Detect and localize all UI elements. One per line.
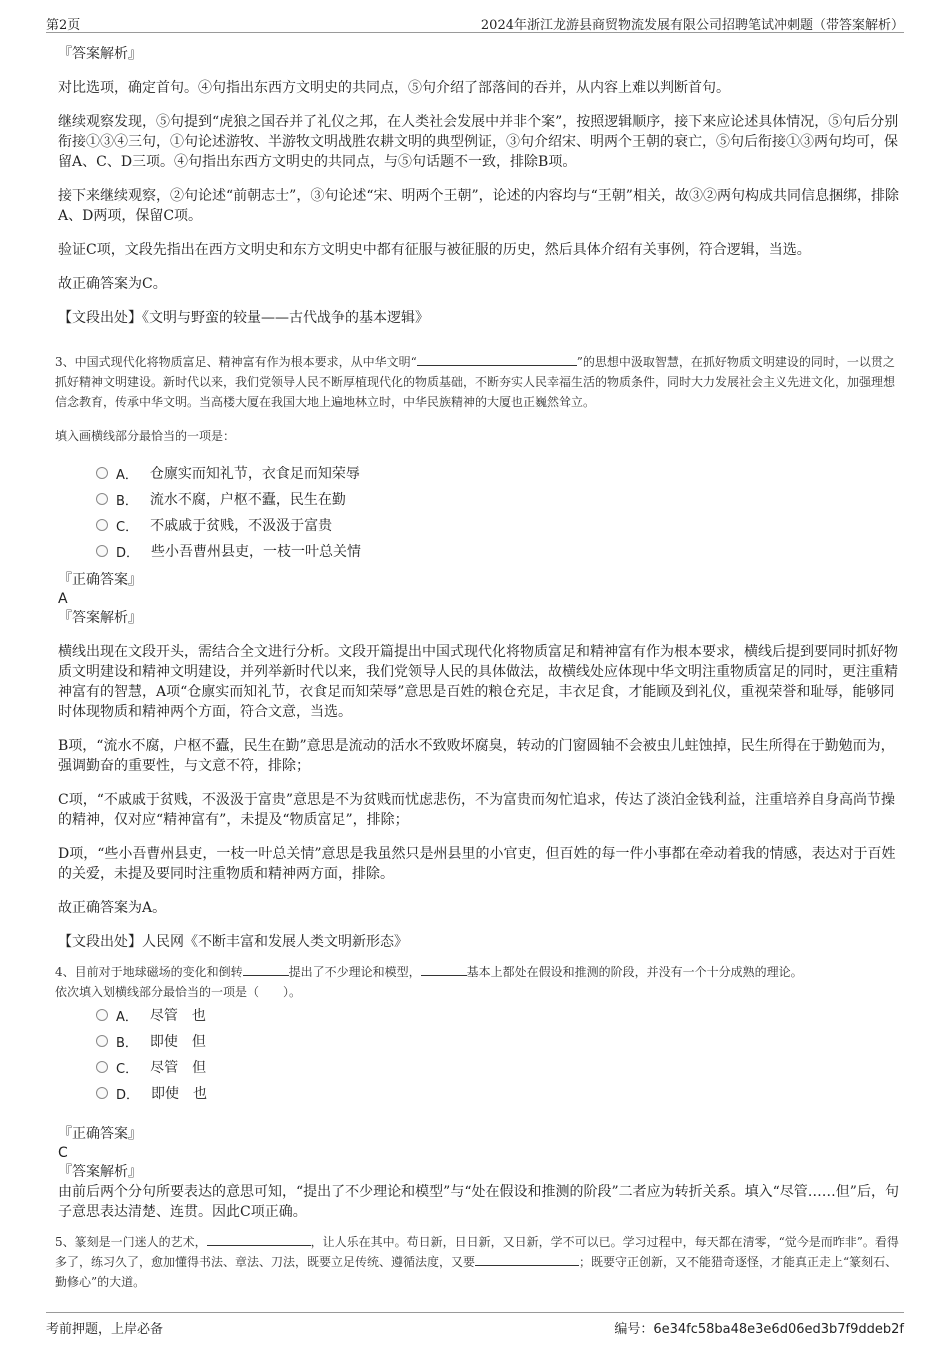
radio-icon[interactable]	[96, 1087, 108, 1099]
passage-source: 【文段出处】人民网《不断丰富和发展人类文明新形态》	[58, 934, 408, 950]
footer-slogan: 考前押题，上岸必备	[46, 1322, 164, 1337]
option-c[interactable]: C． 不戚戚于贫贱，不汲汲于富贵	[96, 512, 904, 538]
fill-blank	[417, 353, 577, 366]
document-id: 编号：6e34fc58ba48e3e6d06ed3b7f9ddeb2f	[614, 1322, 904, 1337]
fill-blank	[475, 1253, 579, 1266]
question-3-prompt: 填入画横线部分最恰当的一项是：	[55, 429, 236, 443]
radio-icon[interactable]	[96, 1009, 108, 1021]
question-4-stem: 4、目前对于地球磁场的变化和倒转 提出了不少理论和模型， 基本上都处在假设和推测的阶段，并没有一个十分成熟的理论。	[55, 965, 803, 979]
analysis-conclusion: 故正确答案为A。	[58, 900, 167, 916]
answer-analysis-label: 『答案解析』	[58, 46, 142, 62]
radio-icon[interactable]	[96, 1061, 108, 1073]
question-3-stem: 3、中国式现代化将物质富足、精神富有作为根本要求，从中华文明“ ”的思想中汲取智慧，在抓好物质文明建设的同时，一以贯之抓好精神文明建设。新时代以来，我们党领导人民不断厚植现代化的物质基础，不断夯实人民幸福生活的物质条件，同时大力发展社会主义先进文化，加强理想信念教育，传承中华文明。当高楼大厦在我国大地上遍地林立时，中华民族精神的大厦也正巍然耸立。	[55, 355, 896, 409]
fill-blank	[207, 1233, 311, 1246]
answer-analysis-label: 『答案解析』	[58, 1164, 142, 1180]
radio-icon[interactable]	[96, 467, 108, 479]
document-title: 2024年浙江龙游县商贸物流发展有限公司招聘笔试冲刺题（带答案解析）	[480, 18, 904, 33]
question-4-prompt: 依次填入划横线部分最恰当的一项是（ ）。	[55, 985, 302, 999]
radio-icon[interactable]	[96, 519, 108, 531]
analysis-paragraph: 接下来继续观察，②句论述“前朝志士”，③句论述“宋、明两个王朝”，论述的内容均与“王朝”相关，故③②两句构成共同信息捆绑，排除A、D两项，保留C项。	[58, 188, 899, 224]
correct-answer-value: A	[58, 591, 68, 607]
question-4-options	[96, 1002, 904, 1106]
correct-answer-value: C	[58, 1145, 68, 1161]
radio-icon[interactable]	[96, 545, 108, 557]
passage-source: 【文段出处】《文明与野蛮的较量——古代战争的基本逻辑》	[58, 310, 429, 326]
option-a[interactable]: A． 仓廪实而知礼节，衣食足而知荣辱	[96, 460, 904, 486]
answer-analysis-label: 『答案解析』	[58, 610, 142, 626]
fill-blank	[243, 963, 289, 976]
radio-icon[interactable]	[96, 1035, 108, 1047]
correct-answer-label: 『正确答案』	[58, 1126, 142, 1142]
radio-icon[interactable]	[96, 493, 108, 505]
analysis-paragraph: 对比选项，确定首句。④句指出东西方文明史的共同点，⑤句介绍了部落间的吞并，从内容上难以判断首句。	[58, 80, 730, 96]
analysis-paragraph: C项，“不戚戚于贫贱，不汲汲于富贵”意思是不为贫贱而忧虑悲伤，不为富贵而匆忙追求，传达了淡泊金钱利益，注重培养自身高尚节操的精神，仅对应“精神富有”，未提及“物质富足”，排除；	[58, 792, 896, 828]
option-a[interactable]: A． 尽管 也	[96, 1002, 904, 1028]
analysis-conclusion: 故正确答案为C。	[58, 276, 167, 292]
analysis-paragraph: D项，“些小吾曹州县吏，一枝一叶总关情”意思是我虽然只是州县里的小官吏，但百姓的每一件小事都在牵动着我的情感，表达对于百姓的关爱，未提及要同时注重物质和精神两方面，排除。	[58, 846, 896, 882]
analysis-paragraph: 由前后两个分句所要表达的意思可知，“提出了不少理论和模型”与“处在假设和推测的阶段”二者应为转折关系。填入“尽管……但”后，句子意思表达清楚、连贯。因此C项正确。	[58, 1184, 899, 1220]
analysis-paragraph: 横线出现在文段开头，需结合全文进行分析。文段开篇提出中国式现代化将物质富足和精神富有作为根本要求，横线后提到要同时抓好物质文明建设和精神文明建设，并列举新时代以来，我们党领导人民的具体做法，故横线处应体现中华文明注重物质富足的同时，更注重精神富有的智慧，A项“仓廪实而知礼节，衣食足而知荣辱”意思是百姓的粮仓充足，丰衣足食，才能顾及到礼仪，重视荣誉和耻辱，能够同时体现物质和精神两个方面，符合文意，当选。	[58, 644, 898, 720]
page-footer	[46, 1312, 904, 1339]
analysis-paragraph: 继续观察发现，⑤句提到“虎狼之国吞并了礼仪之邦，在人类社会发展中并非个案”，按照逻辑顺序，接下来应论述具体情况，⑤句后分别衔接①③④三句，①句论述游牧、半游牧文明战胜农耕文明的典型例证，③句介绍宋、明两个王朝的衰亡，⑤句后衔接①③两句均可，保留A、C、D三项。④句指出东西方文明史的共同点，与⑤句话题不一致，排除B项。	[58, 114, 899, 170]
page-header	[46, 12, 904, 33]
question-3-options	[96, 460, 904, 564]
option-d[interactable]: D． 些小吾曹州县吏，一枝一叶总关情	[96, 538, 904, 564]
fill-blank	[421, 963, 467, 976]
page-number: 第2页	[46, 18, 81, 33]
option-b[interactable]: B． 即使 但	[96, 1028, 904, 1054]
option-c[interactable]: C． 尽管 但	[96, 1054, 904, 1080]
option-b[interactable]: B． 流水不腐，户枢不蠹，民生在勤	[96, 486, 904, 512]
option-d[interactable]: D． 即使 也	[96, 1080, 904, 1106]
analysis-paragraph: 验证C项，文段先指出在西方文明史和东方文明史中都有征服与被征服的历史，然后具体介绍有关事例，符合逻辑，当选。	[58, 242, 811, 258]
analysis-paragraph: B项，“流水不腐，户枢不蠹，民生在勤”意思是流动的活水不致败坏腐臭，转动的门窗圆轴不会被虫儿蛀蚀掉，民生所得在于勤勉而为，强调勤奋的重要性，与文意不符，排除；	[58, 738, 895, 774]
correct-answer-label: 『正确答案』	[58, 572, 142, 588]
page-content	[55, 44, 904, 1292]
question-5-stem: 5、篆刻是一门迷人的艺术， ，让人乐在其中。苟日新，日日新，又日新，学不可以已。学习过程中，每天都在清零，“觉今是而昨非”。看得多了，练习久了，愈加懂得书法、章法、刀法，既要立足传统、遵循法度，又要 ；既要守正创新，又不能猎奇逐怪，才能真正走上“篆刻石、勤修心”的大道。	[55, 1235, 899, 1289]
